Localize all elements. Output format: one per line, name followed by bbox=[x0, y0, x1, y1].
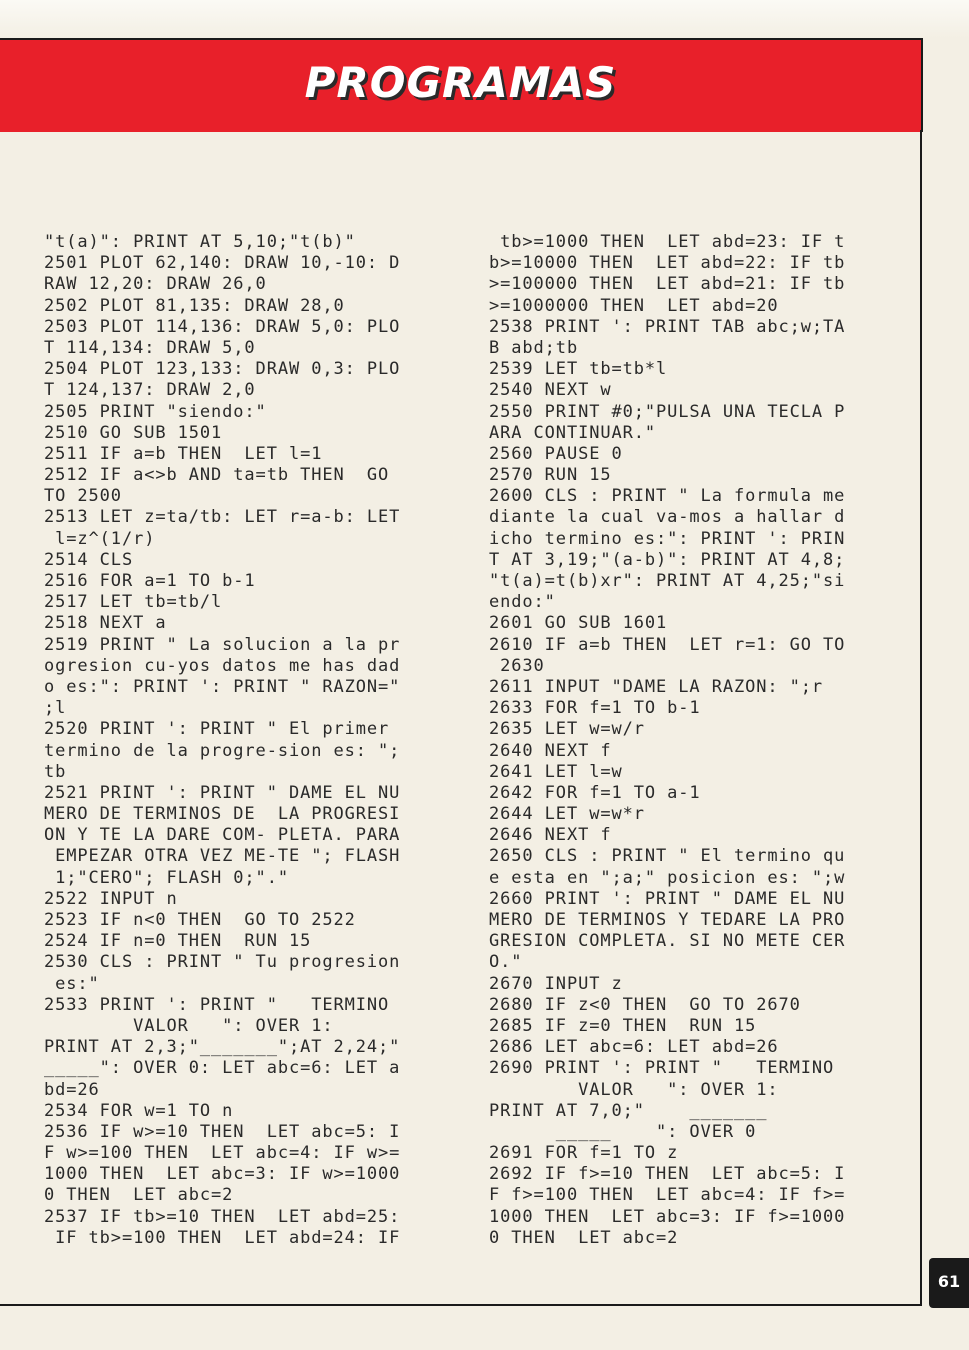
frame-rule-right bbox=[920, 130, 922, 1305]
code-line: 2539 LET tb=tb*l bbox=[489, 359, 668, 380]
code-line: 2521 PRINT ': PRINT " DAME EL NU bbox=[44, 782, 401, 803]
code-line: PRINT AT 7,0;" _______ bbox=[489, 1100, 768, 1121]
code-line: 2512 IF a<>b AND ta=tb THEN GO bbox=[44, 465, 390, 486]
code-line: ;l bbox=[44, 698, 67, 719]
code-line: 1000 THEN LET abc=3: IF w>=1000 bbox=[44, 1164, 401, 1185]
code-line: 2522 INPUT n bbox=[44, 888, 178, 909]
code-line: TO 2500 bbox=[44, 486, 122, 507]
code-line: bd=26 bbox=[44, 1079, 100, 1100]
code-line: b>=10000 THEN LET abd=22: IF tb bbox=[489, 253, 846, 274]
code-line: 2690 PRINT ': PRINT " TERMINO bbox=[489, 1058, 835, 1079]
code-line: 2601 GO SUB 1601 bbox=[489, 613, 668, 634]
code-line: >=100000 THEN LET abd=21: IF tb bbox=[489, 274, 846, 295]
code-line: 2505 PRINT "siendo:" bbox=[44, 401, 267, 422]
code-line: 2513 LET z=ta/tb: LET r=a-b: LET bbox=[44, 507, 401, 528]
code-line: 2520 PRINT ': PRINT " El primer bbox=[44, 719, 390, 740]
code-line: PRINT AT 2,3;"_______";AT 2,24;" bbox=[44, 1037, 401, 1058]
code-line: e esta en ";a;" posicion es: ";w bbox=[489, 867, 846, 888]
code-line: ON Y TE LA DARE COM- PLETA. PARA bbox=[44, 825, 401, 846]
code-line: 2630 bbox=[489, 655, 545, 676]
code-line: "t(a)=t(b)xr": PRINT AT 4,25;"si bbox=[489, 571, 846, 591]
code-line: 2533 PRINT ': PRINT " TERMINO bbox=[44, 994, 390, 1015]
code-line: 2524 IF n=0 THEN RUN 15 bbox=[44, 931, 312, 952]
code-line: 2600 CLS : PRINT " La formula me bbox=[489, 486, 846, 507]
code-line: o es:": PRINT ': PRINT " RAZON=" bbox=[44, 676, 401, 697]
code-line: VALOR ": OVER 1: bbox=[44, 1015, 334, 1036]
code-line: 2570 RUN 15 bbox=[489, 465, 612, 486]
code-line: EMPEZAR OTRA VEZ ME-TE "; FLASH bbox=[44, 846, 401, 867]
code-line: O." bbox=[489, 952, 523, 973]
code-line: 2641 LET l=w bbox=[489, 761, 623, 782]
code-line: diante la cual va-mos a hallar d bbox=[489, 507, 846, 528]
code-line: GRESION COMPLETA. SI NO METE CER bbox=[489, 931, 846, 952]
code-line: 2633 FOR f=1 TO b-1 bbox=[489, 698, 701, 719]
code-line: 2560 PAUSE 0 bbox=[489, 443, 623, 464]
code-line: 2536 IF w>=10 THEN LET abc=5: I bbox=[44, 1121, 401, 1142]
code-line: 2502 PLOT 81,135: DRAW 28,0 bbox=[44, 295, 345, 316]
code-line: T AT 3,19;"(a-b)": PRINT AT 4,8; bbox=[489, 549, 846, 570]
code-line: 2501 PLOT 62,140: DRAW 10,-10: D bbox=[44, 253, 401, 274]
listing-column-left bbox=[44, 232, 454, 1249]
listing-column-right bbox=[489, 232, 904, 1249]
code-line: 2670 INPUT z bbox=[489, 973, 623, 994]
code-line: 2660 PRINT ': PRINT " DAME EL NU bbox=[489, 888, 846, 909]
code-line: 2503 PLOT 114,136: DRAW 5,0: PLO bbox=[44, 316, 401, 337]
code-line: 2519 PRINT " La solucion a la pr bbox=[44, 634, 401, 655]
code-line: 2511 IF a=b THEN LET l=1 bbox=[44, 443, 323, 464]
code-line: 2517 LET tb=tb/l bbox=[44, 592, 223, 613]
code-line: ogresion cu-yos datos me has dad bbox=[44, 655, 401, 676]
code-line: MERO DE TERMINOS DE LA PROGRESI bbox=[44, 804, 401, 825]
code-line: 2691 FOR f=1 TO z bbox=[489, 1143, 679, 1164]
page-top-margin bbox=[0, 0, 969, 38]
code-line: 2680 IF z<0 THEN GO TO 2670 bbox=[489, 994, 801, 1015]
code-line: F f>=100 THEN LET abc=4: IF f>= bbox=[489, 1185, 846, 1206]
code-line: 2537 IF tb>=10 THEN LET abd=25: bbox=[44, 1206, 401, 1227]
code-line: 2510 GO SUB 1501 bbox=[44, 422, 223, 443]
page-number: 61 bbox=[937, 1272, 961, 1291]
code-line: tb bbox=[44, 761, 67, 782]
code-line: 2516 FOR a=1 TO b-1 bbox=[44, 571, 256, 591]
code-line: _____": OVER 0: LET abc=6: LET a bbox=[44, 1058, 401, 1079]
code-line: es:" bbox=[44, 973, 100, 994]
page-number-tab bbox=[929, 1258, 969, 1308]
code-line: 2685 IF z=0 THEN RUN 15 bbox=[489, 1015, 757, 1036]
code-line: "t(a)": PRINT AT 5,10;"t(b)" bbox=[44, 232, 356, 252]
code-line: F w>=100 THEN LET abc=4: IF w>= bbox=[44, 1143, 401, 1164]
code-line: endo:" bbox=[489, 592, 556, 613]
code-line: T 114,134: DRAW 5,0 bbox=[44, 337, 256, 358]
code-line: tb>=1000 THEN LET abd=23: IF t bbox=[489, 232, 846, 252]
code-line: 2540 NEXT w bbox=[489, 380, 612, 401]
code-line: 0 THEN LET abc=2 bbox=[44, 1185, 234, 1206]
code-line: T 124,137: DRAW 2,0 bbox=[44, 380, 256, 401]
code-line: 2611 INPUT "DAME LA RAZON: ";r bbox=[489, 676, 824, 697]
code-line: RAW 12,20: DRAW 26,0 bbox=[44, 274, 267, 295]
code-line: 2692 IF f>=10 THEN LET abc=5: I bbox=[489, 1164, 846, 1185]
code-line: icho termino es:": PRINT ': PRIN bbox=[489, 528, 846, 549]
code-line: >=1000000 THEN LET abd=20 bbox=[489, 295, 779, 316]
code-line: 2504 PLOT 123,133: DRAW 0,3: PLO bbox=[44, 359, 401, 380]
code-line: 1;"CERO"; FLASH 0;"." bbox=[44, 867, 289, 888]
code-line: 1000 THEN LET abc=3: IF f>=1000 bbox=[489, 1206, 846, 1227]
code-line: IF tb>=100 THEN LET abd=24: IF bbox=[44, 1227, 401, 1248]
code-line: MERO DE TERMINOS Y TEDARE LA PRO bbox=[489, 910, 846, 930]
code-line: 2530 CLS : PRINT " Tu progresion bbox=[44, 952, 401, 973]
code-line: 2610 IF a=b THEN LET r=1: GO TO bbox=[489, 634, 846, 655]
code-line: 0 THEN LET abc=2 bbox=[489, 1227, 679, 1248]
code-line: 2550 PRINT #0;"PULSA UNA TECLA P bbox=[489, 401, 846, 422]
code-line: 2534 FOR w=1 TO n bbox=[44, 1100, 234, 1121]
code-line: l=z^(1/r) bbox=[44, 528, 156, 549]
section-title: PROGRAMAS bbox=[304, 58, 617, 107]
code-line: 2523 IF n<0 THEN GO TO 2522 bbox=[44, 910, 356, 930]
code-line: VALOR ": OVER 1: bbox=[489, 1079, 779, 1100]
code-line: termino de la progre-sion es: "; bbox=[44, 740, 401, 761]
code-line: 2640 NEXT f bbox=[489, 740, 612, 761]
code-line: 2518 NEXT a bbox=[44, 613, 167, 634]
frame-rule-bottom bbox=[0, 1304, 922, 1306]
code-line: 2644 LET w=w*r bbox=[489, 804, 645, 825]
code-line: 2514 CLS bbox=[44, 549, 134, 570]
code-line: _____ ": OVER 0 bbox=[489, 1121, 757, 1142]
code-line: 2538 PRINT ': PRINT TAB abc;w;TA bbox=[489, 316, 846, 337]
code-line: 2642 FOR f=1 TO a-1 bbox=[489, 782, 701, 803]
code-line: 2635 LET w=w/r bbox=[489, 719, 645, 740]
code-line: B abd;tb bbox=[489, 337, 579, 358]
code-line: ARA CONTINUAR." bbox=[489, 422, 657, 443]
section-header bbox=[0, 38, 923, 132]
code-line: 2646 NEXT f bbox=[489, 825, 612, 846]
code-line: 2650 CLS : PRINT " El termino qu bbox=[489, 846, 846, 867]
code-line: 2686 LET abc=6: LET abd=26 bbox=[489, 1037, 779, 1058]
